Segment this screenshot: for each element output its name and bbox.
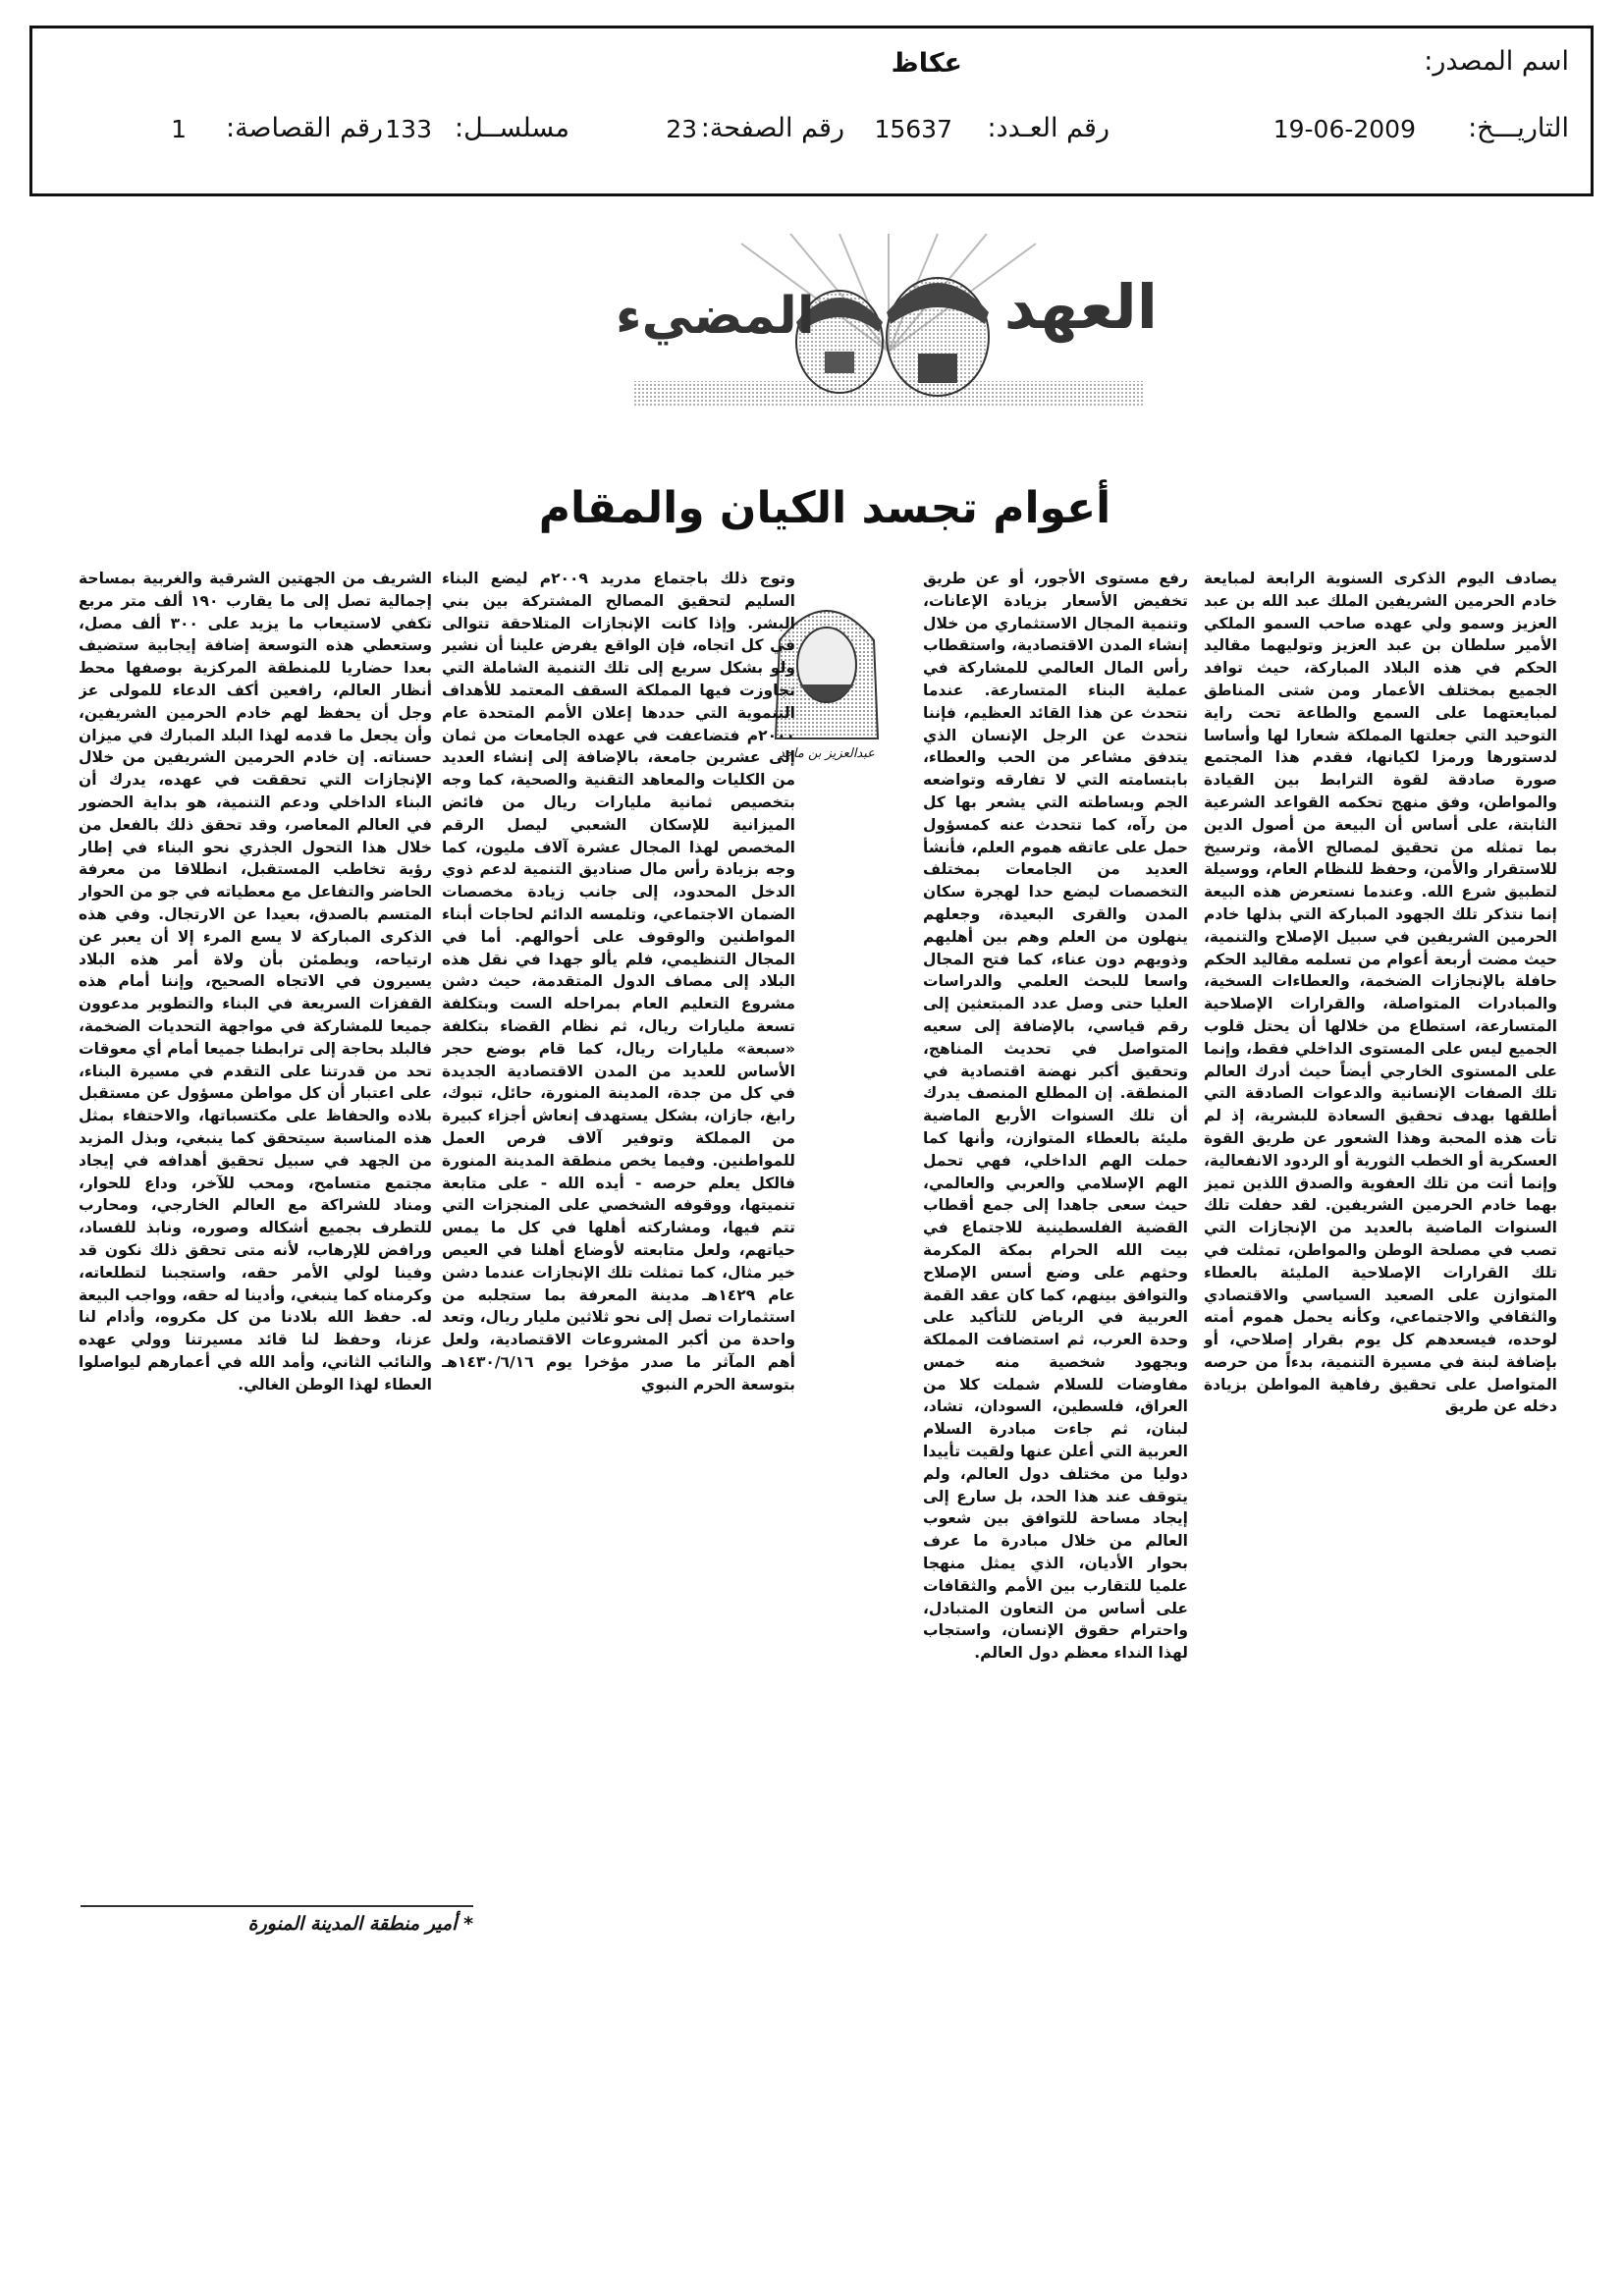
issue-value: 15637 [874,115,952,143]
clip-label: رقم القصاصة: [225,113,383,143]
date-label: التاريـــخ: [1468,113,1569,143]
article-column-2-text: رفع مستوى الأجور، أو عن طريق تخفيض الأسعار بزيادة الإعانات، وتنمية المجال الاستثماري من خلال إنشاء المدن الاقتصادية، واستقطاب رأس المال العالمي للمشاركة في عملية البناء المتسارعة. عندما نتحدث عن هذا القائد العظيم، فإننا نتحدث عن الرجل الإنسان الذي يتدفق مشاعر من الحب والعطاء، بابتسامته التي لا تفارقه وتواضعه الجم وبساطته التي يشعر بها كل من رآه، كما تتحدث عنه كمسؤول حمل على عاتقه هموم العلم، فأنشأ العديد من الجامعات بمختلف التخصصات ليضع حدا لهجرة سكان المدن والقرى البعيدة، وجعلهم ينهلون من العلم وهم بين أهليهم وذويهم دون عناء، كما فتح المجال واسعا للبحث العلمي والدراسات العليا حتى وصل عدد المبتعثين إلى رقم قياسي، بالإضافة إلى سعيه المتواصل في تحديث المناهج، وتحقيق أكبر نهضة اقتصادية في المنطقة. إن المطلع المنصف يدرك أن تلك السنوات الأربع الماضية مليئة بالعطاء المتوازن، وأنها كما حملت الهم الداخلي، فهي تحمل الهم الإسلامي والعربي والعالمي، حيث سعى جاهدا إلى جمع أقطاب القضية الفلسطينية للاجتماع في بيت الله الحرام بمكة المكرمة وحثهم على وضع أسس الإصلاح والتوافق بينهم، كما كان عقد القمة العربية في الرياض للتأكيد على وحدة العرب، ثم استضافت المملكة وبجهود شخصية منه خمس مفاوضات للسلام شملت كلا من العراق، فلسطين، السودان، تشاد، لبنان، ثم جاءت مبادرة السلام العربية التي أعلن عنها ولقيت تأييدا دوليا من مختلف دول العالم، ولم يتوقف عند هذا الحد، بل سارع إلى إيجاد مساحة للتوافق بين شعوب العالم من خلال مبادرة ما عرف بحوار الأديان، الذي يمثل منهجا علميا للتقارب بين الأمم والثقافات على أساس من التعاون المتبادل، واحترام حقوق الإنسان، واستجاب لهذا النداء معظم دول العالم. [923,570,1188,1663]
page-value: 23 [666,115,697,143]
article-headline: أعوام تجسد الكيان والمقام [538,483,1111,533]
article-column-2 [811,786,1188,1874]
portrait-right-icon [887,278,989,396]
article-column-4: الشريف من الجهتين الشرقية والغربية بمساحة إجمالية تصل إلى ما يقارب ١٩٠ ألف متر مربع تكفي لاستيعاب ما يزيد على ٣٠٠ ألف مصل، وستعطي هذه التوسعة إضافة إيجابية ستضيف بعدا حضاريا للمنطقة المركزية بوصفها محط أنظار العالم، رافعين أكف الدعاء للمولى عز وجل أن يحفظ لهم خادم الحرمين الشريفين، وأن يجعل ما قدمه لهذا البلد المبارك في ميزان حسناته. إن خادم الحرمين الشريفين من خلال الإنجازات التي تحققت في عهده، يدرك أن البناء الداخلي ودعم التنمية، هو بداية الحضور في العالم المعاصر، وقد تحقق ذلك بالفعل من خلال هذا التحول الجذري نحو البناء في إطار رؤية تخاطب المستقبل، انطلاقا من معرفة الحاضر والتفاعل مع معطياته في جو من الحوار المتسم بالصدق، بعيدا عن الارتجال. وفي هذه الذكرى المباركة لا يسع المرء إلا أن يعبر عن ارتياحه، ويطمئن بأن ولاة أمر هذه البلاد يسيرون في الاتجاه الصحيح، وإننا أمام هذه القفزات السريعة في البناء والتطوير مدعوون جميعا للمشاركة في مواجهة التحديات الضخمة، فالبلد بحاجة إلى ترابطنا جميعا أمام أي معوقات تحد من قدرتنا على التقدم في مسيرة البناء، على اعتبار أن كل مواطن مسؤول عن مستقبل بلاده والحفاظ على مكتسباتها، والاحتفاء بمثل هذه المناسبة سيتحقق كما ينبغي، وبذل المزيد من الجهد في سبيل تحقيق أهدافه في إيجاد مجتمع متسامح، ومحب للآخر، وداع للحوار، ومناد للشراكة مع العالم الخارجي، ومحارب للتطرف بجميع أشكاله وصوره، ونابذ للفساد، ورافض للإرهاب، لأنه متى تحقق ذلك نكون قد وفينا لولي الأمر حقه، واستجبنا لتطلعاته، وكرمناه كما ينبغي، وأدينا له حقه، وواجب البيعة له. حفظ الله بلادنا من كل مكروه، وأدام لنا عزنا، وحفظ لنا قائد مسيرتنا وولي عهده والنائب الثاني، وأمد الله في أعمارهم ليواصلوا العطاء لهذا الوطن الغالي. [79,570,432,1394]
serial-label: مسلســل: [455,113,569,143]
source-value: عكاظ [891,48,962,79]
page-label: رقم الصفحة: [700,113,844,143]
article-column-1: يصادف اليوم الذكرى السنوية الرابعة لمبايعة خادم الحرمين الشريفين الملك عبد الله بن عبد العزيز وسمو ولي عهده صاحب السمو الملكي الأمير سلطان بن عبد العزيز وتوليهما مقاليد الحكم في هذه البلاد المباركة، حيث توافد الجميع بمختلف الأعمار ومن شتى المناطق لمبايعتهما على السمع والطاعة تحت راية التوحيد التي جعلتها المملكة شعارا لها وأساسا لدستورها ورمزا لكيانها، فقدم هذا المجتمع صورة صادقة لقوة الترابط بين القيادة والمواطن، وفق منهج تحكمه القواعد الشرعية الثابتة، على أساس أن البيعة من أصول الدين بما تمثله من تحقيق لمصالح الأمة، وترسيخ للاستقرار والأمن، وحفظ للنظام العام، ووسيلة لتطبيق شرع الله. وعندما نستعرض هذه البيعة إنما نتذكر تلك الجهود المباركة التي بذلها خادم الحرمين الشريفين في سبيل الإصلاح والتنمية، حيث مضت أربعة أعوام من تسلمه مقاليد الحكم حافلة بالإنجازات الضخمة، والعطاءات السخية، والمبادرات المتواصلة، والقرارات الإصلاحية المتسارعة، استطاع من خلالها أن يحتل قلوب الجميع ليس على المستوى الداخلي فقط، وإنما على المستوى الخارجي أيضاً حيث أدرك العالم تلك الصفات الإنسانية والدعوات الصادقة التي أطلقها بهدف تحقيق السعادة للبشرية، إذ لم تأت هذه المحبة وهذا الشعور عن طريق القوة العسكرية أو الخطب الثورية أو الردود الانفعالية، وإنما أتت من تلك العفوية والصدق اللذين تميز بهما خادم الحرمين الشريفين. لقد حفلت تلك السنوات الماضية بالعديد من الإنجازات التي تصب في مصلحة الوطن والمواطن، تمثلت في تلك القرارات الإصلاحية المليئة بالعطاء المتوازن على الصعيد السياسي والاقتصادي والثقافي والاجتماعي، وكأنه يحمل هموم أمته لوحده، فيسعدهم كل يوم بقرار إصلاحي، أو بإضافة لبنة في مسيرة التنمية، بدءاً من حرصه المتواصل على تحقيق رفاهية المواطن بزيادة دخله عن طريق [1204,570,1557,1416]
banner-title-left: المضيء [616,287,815,346]
issue-label: رقم العـدد: [987,113,1109,143]
article-banner [614,234,1163,420]
source-label: اسم المصدر: [1424,46,1569,77]
article-column-3: وتوج ذلك باجتماع مدريد ٢٠٠٩م ليضع البناء السليم لتحقيق المصالح المشتركة بين بني البشر. وإذا كانت الإنجازات المتلاحقة تتوالى في كل اتجاه، فإن الواقع يفرض علينا أن نشير ولو بشكل سريع إلى تلك التنمية الشاملة التي تجاوزت فيها المملكة السقف المعتمد للأهداف التنموية التي حددها إعلان الأمم المتحدة عام ٢٠٠٠م فتضاعفت في عهده الجامعات من ثمان إلى عشرين جامعة، بالإضافة إلى إنشاء العديد من الكليات والمعاهد التقنية والصحية، كما وجه بتخصيص ثمانية مليارات ريال من فائض الميزانية للإسكان الشعبي ليصل الرقم المخصص لهذا المجال عشرة آلاف مليون، كما وجه بزيادة رأس مال صناديق التنمية لدعم ذوي الدخل المحدود، إلى جانب زيادة مخصصات الضمان الاجتماعي، وتلمسه الدائم لحاجات أبناء المواطنين والوقوف على أحوالهم. أما في المجال التنظيمي، فلم يألو جهدا في نقل هذه البلاد إلى مصاف الدول المتقدمة، حيث دشن مشروع التعليم العام بمراحله الست وبتكلفة تسعة مليارات ريال، ثم نظام القضاء بتكلفة «سبعة» مليارات ريال، كما قام بوضع حجر الأساس للعديد من المدن الاقتصادية الجديدة في كل من جدة، المدينة المنورة، حائل، تبوك، رابغ، جازان، بشكل يستهدف إنعاش أجزاء كبيرة من المملكة وتوفير آلاف فرص العمل للمواطنين. وفيما يخص منطقة المدينة المنورة فالكل يعلم حرصه - أيده الله - على متابعة تنميتها، ووقوفه الشخصي على المنجزات التي تتم فيها، ومشاركته أهلها في كل ما يمس حياتهم، ولعل متابعته لأوضاع أهلنا في العيص خير مثال، كما تمثلت تلك الإنجازات عندما دشن عام ١٤٢٩هـ مدينة المعرفة بما ستجلبه من استثمارات تصل إلى نحو ثلاثين مليار ريال، وتعد واحدة من أكبر المشروعات الاقتصادية، ولعل أهم المآثر ما صدر مؤخرا يوم ١٤٣٠/٦/١٦هـ بتوسعة الحرم النبوي [442,570,795,1394]
clip-value: 1 [171,115,187,143]
source-header-box [29,26,1594,196]
banner-title-right: العهد [1003,271,1158,343]
author-photo-caption: عبدالعزيز بن ماجد [779,746,875,761]
date-value: 19-06-2009 [1272,115,1416,143]
serial-value: 133 [385,115,432,143]
author-signature: * أمير منطقة المدينة المنورة [81,1905,473,1935]
